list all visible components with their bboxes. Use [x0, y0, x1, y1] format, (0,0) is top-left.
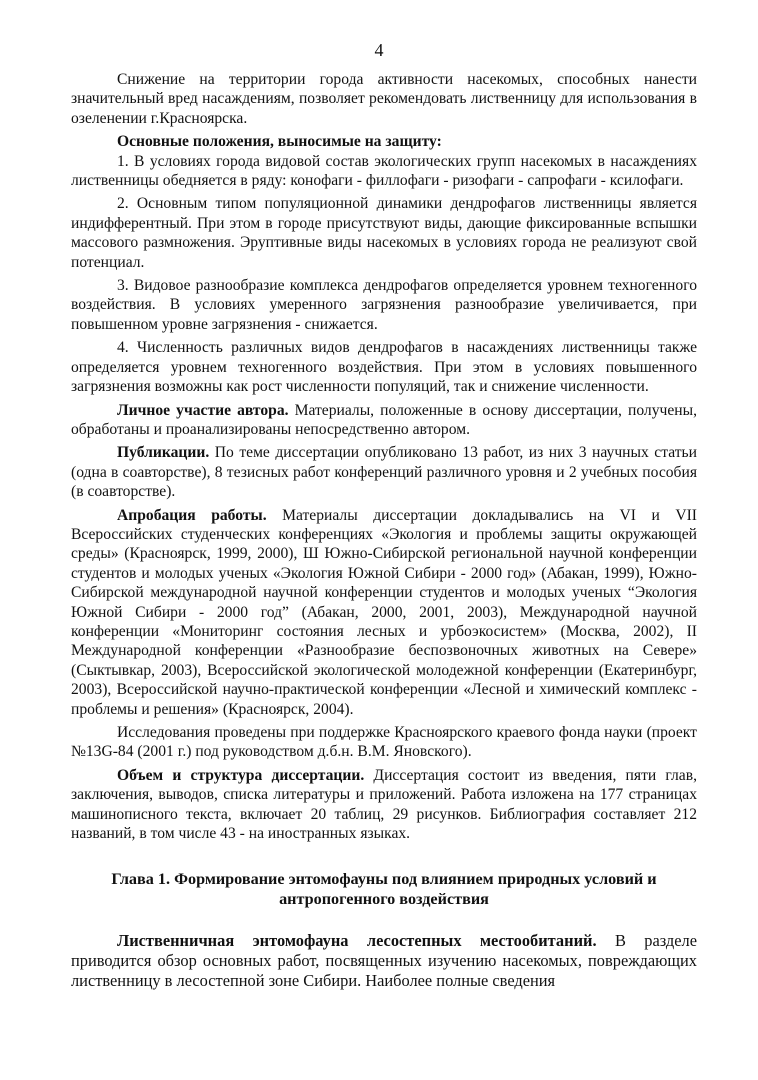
chapter-title-line-2: антропогенного воздействия: [279, 890, 489, 909]
structure-text: Диссертация состоит из введения, пяти глав, заключения, выводов, списка литературы и приложений. Работа изложена на 177 страницах машинописного текста, включает 20 таблиц, 29 рисунков. Библиография составляет 212 названий, в том числе 43 - на иностранных языках.: [71, 766, 697, 843]
theses-heading-paragraph: [71, 132, 697, 151]
approbation-label: Апробация работы.: [117, 506, 267, 524]
personal-text: Материалы, положенные в основу диссертации, получены, обработаны и проанализированы непосредственно автором.: [71, 401, 697, 438]
chapter-heading: [71, 869, 697, 909]
thesis-item: 1. В условиях города видовой состав экологических групп насекомых в насаждениях лиственницы обедняется в ряду: конофаги - филлофаги - ризофаги - сапрофаги - ксилофаги.: [71, 152, 697, 190]
section-paragraph: [71, 931, 697, 991]
structure-paragraph: [71, 766, 697, 844]
personal-paragraph: [71, 401, 697, 440]
theses-heading: Основные положения, выносимые на защиту:: [117, 133, 442, 151]
approbation-paragraph: [71, 506, 697, 719]
personal-label: Личное участие автора.: [117, 401, 289, 419]
section-text: В разделе приводится обзор основных работ, посвященных изучению насекомых, повреждающих лиственницу в лесостепной зоне Сибири. Наиболее полные сведения: [71, 931, 697, 991]
page-body: [71, 70, 697, 991]
section-label: Лиственничная энтомофауна лесостепных местообитаний.: [117, 931, 597, 951]
thesis-item: 3. Видовое разнообразие комплекса дендрофагов определяется уровнем техногенного воздействия. В условиях умеренного загрязнения разнообразие увеличивается, при повышенном уровне загрязнения - снижается.: [71, 277, 697, 333]
publications-text: По теме диссертации опубликовано 13 работ, из них 3 научных статьи (одна в соавторстве), 8 тезисных работ конференций различного уровня и 2 учебных пособия (в соавторстве).: [71, 444, 697, 501]
publications-paragraph: [71, 443, 697, 501]
chapter-title-line-1: Глава 1. Формирование энтомофауны под влиянием природных условий и: [111, 870, 657, 889]
thesis-item: 4. Численность различных видов дендрофагов в насаждениях лиственницы также определяется уровнем техногенного воздействия. При этом в условиях повышенного загрязнения возможны как рост численности популяций, так и снижение численности.: [71, 339, 697, 396]
thesis-item: 2. Основным типом популяционной динамики дендрофагов лиственницы является индифферентный. При этом в городе присутствуют виды, дающие фиксированные вспышки массового размножения. Эруптивные виды насекомых в условиях города не реализуют свой потенциал.: [71, 195, 697, 271]
approbation-text: Материалы диссертации докладывались на VI и VII Всероссийских студенческих конференциях «Экология и проблемы защиты окружающей среды» (Красноярск, 1999, 2000), Ш Южно-Сибирской региональной научной конференции студентов и молодых ученых «Экология Южной Сибири - 2000 год» (Абакан, 1999), Южно-Сибирской международной научной конференции студентов и молодых ученых “Экология Южной Сибири - 2000 год” (Абакан, 2000, 2001, 2003), Международной научной конференции «Мониторинг состояния лесных и урбоэкосистем» (Москва, 2002), II Международной конференции «Разнообразие беспозвоночных животных на Севере» (Сыктывкар, 2003), Всероссийской экологической молодежной конференции (Екатеринбург, 2003), Всероссийской научно-практической конференции «Лесной и химический комплекс - проблемы и решения» (Красноярск, 2004).: [71, 506, 697, 718]
structure-label: Объем и структура диссертации.: [117, 766, 365, 784]
publications-label: Публикации.: [117, 444, 210, 462]
support-paragraph: Исследования проведены при поддержке Красноярского краевого фонда науки (проект №13G-84 (2001 г.) под руководством д.б.н. В.М. Яновского).: [71, 724, 697, 761]
page-number: 4: [374, 40, 384, 60]
intro-paragraph: Снижение на территории города активности насекомых, способных нанести значительный вред насаждениям, позволяет рекомендовать лиственницу для использования в озеленении г.Красноярска.: [71, 71, 697, 127]
